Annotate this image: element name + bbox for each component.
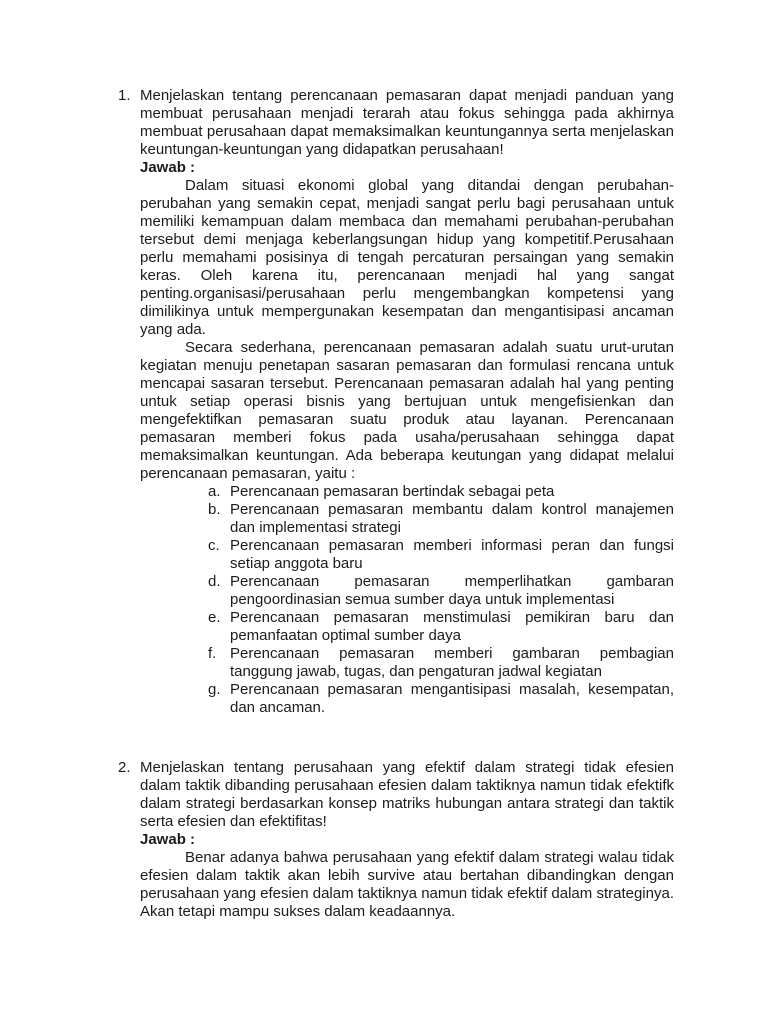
list-letter: b.: [208, 501, 221, 518]
list-letter: a.: [208, 483, 221, 500]
answer-paragraph: Dalam situasi ekonomi global yang ditandai dengan perubahan-perubahan yang semakin cepat, menjadi sangat perlu bagi perusahaan untuk memiliki kemampuan dalam membaca dan memahami perubahan-perubahan tersebut demi menjaga keberlangsungan hidup yang kompetitif.Perusahaan perlu memahami posisinya di tengah percaturan persaingan yang semakin keras. Oleh karena itu, perencanaan menjadi hal yang sangat penting.organisasi/perusahaan perlu mengembangkan kompetensi yang dimilikinya untuk mempergunakan kesempatan dan mengantisipasi ancaman yang ada.: [140, 177, 674, 338]
list-item-text: Perencanaan pemasaran membantu dalam kontrol manajemen dan implementasi strategi: [230, 501, 674, 536]
list-item: [208, 483, 674, 501]
list-item: [208, 681, 674, 717]
list-letter: c.: [208, 537, 220, 554]
question-1: [118, 87, 674, 717]
question-text: Menjelaskan tentang perencanaan pemasaran dapat menjadi panduan yang membuat perusahaan menjadi terarah atau fokus sehingga pada akhirnya membuat perusahaan dapat memaksimalkan keuntungannya serta menjelaskan keuntungan-keuntungan yang didapatkan perusahaan!: [140, 87, 674, 158]
list-item: [208, 609, 674, 645]
list-item-text: Perencanaan pemasaran menstimulasi pemikiran baru dan pemanfaatan optimal sumber daya: [230, 609, 674, 644]
benefits-list: [140, 483, 674, 717]
list-item-text: Perencanaan pemasaran mengantisipasi masalah, kesempatan, dan ancaman.: [230, 681, 674, 716]
list-letter: f.: [208, 645, 217, 662]
list-item-text: Perencanaan pemasaran bertindak sebagai peta: [230, 483, 555, 500]
question-number: 1.: [118, 87, 131, 104]
list-item: [208, 537, 674, 573]
list-item-text: Perencanaan pemasaran memberi gambaran pembagian tanggung jawab, tugas, dan pengaturan jadwal kegiatan: [230, 645, 674, 680]
question-number: 2.: [118, 759, 131, 776]
answer-label: Jawab :: [140, 831, 196, 848]
question-2: [118, 759, 674, 921]
answer-paragraph: Secara sederhana, perencanaan pemasaran adalah suatu urut-urutan kegiatan menuju penetapan sasaran pemasaran dan formulasi rencana untuk mencapai sasaran tersebut. Perencanaan pemasaran adalah hal yang penting untuk setiap operasi bisnis yang bertujuan untuk mengefisienkan dan mengefektifkan pemasaran suatu produk atau layanan. Perencanaan pemasaran memberi fokus pada usaha/perusahaan sehingga dapat memaksimalkan keuntungan. Ada beberapa keutungan yang didapat melalui perencanaan pemasaran, yaitu :: [140, 339, 674, 482]
answer-label: Jawab :: [140, 159, 196, 176]
question-text: Menjelaskan tentang perusahaan yang efektif dalam strategi tidak efesien dalam taktik dibanding perusahaan efesien dalam taktiknya namun tidak efektifk dalam strategi berdasarkan konsep matriks hubungan antara strategi dan taktik serta efesien dan efektifitas!: [140, 759, 674, 830]
list-letter: g.: [208, 681, 221, 698]
list-item: [208, 645, 674, 681]
list-item-text: Perencanaan pemasaran memberi informasi peran dan fungsi setiap anggota baru: [230, 537, 674, 572]
list-letter: d.: [208, 573, 221, 590]
answer-paragraph: Benar adanya bahwa perusahaan yang efektif dalam strategi walau tidak efesien dalam taktik akan lebih survive atau bertahan dibandingkan dengan perusahaan yang efesien dalam taktiknya namun tidak efektif dalam strateginya. Akan tetapi mampu sukses dalam keadaannya.: [140, 849, 674, 920]
list-item: [208, 501, 674, 537]
list-item-text: Perencanaan pemasaran memperlihatkan gambaran pengoordinasian semua sumber daya untuk implementasi: [230, 573, 674, 608]
list-letter: e.: [208, 609, 221, 626]
list-item: [208, 573, 674, 609]
